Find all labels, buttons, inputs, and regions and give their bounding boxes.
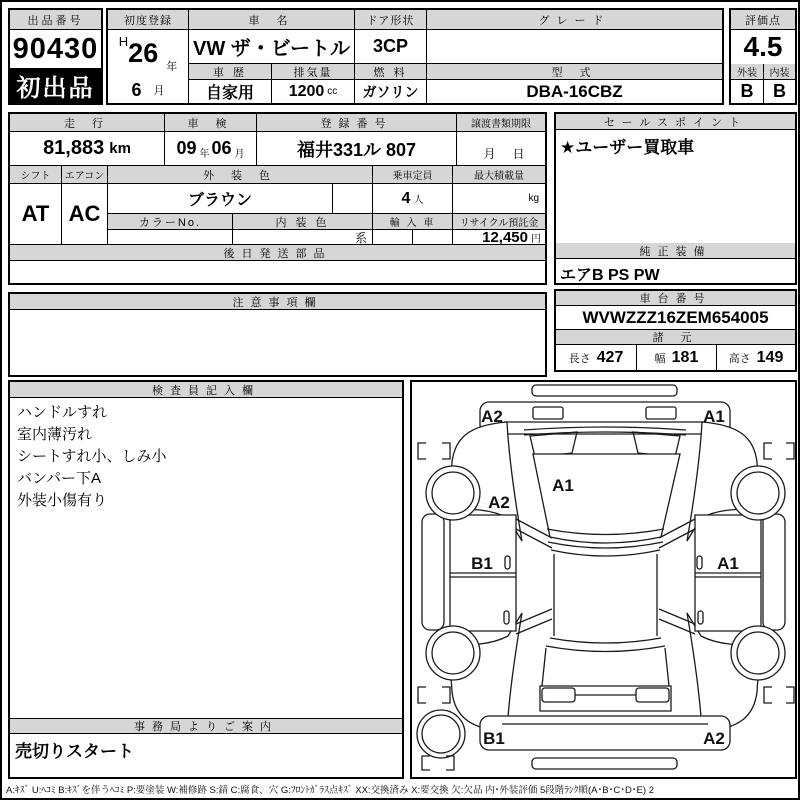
specs-label: 諸 元 [556,330,795,345]
inspector-box [8,380,404,779]
headlight-right [633,432,680,457]
int-color-label: 内 装 色 [232,214,372,230]
first-reg-month-value: 6 [131,79,142,100]
chassis-value: WVWZZZ16ZEM654005 [556,306,795,330]
imported-cell-1 [372,230,412,245]
score-box [729,8,797,105]
max-load-unit: kg [528,193,539,204]
capacity-label: 乗車定員 [372,166,452,184]
inspector-note-line: ハンドルすれ [17,404,108,421]
rocker-left [422,514,444,630]
spec-height [716,345,795,370]
mileage-value [10,132,164,166]
office-value: 売切りスタート [15,742,134,761]
mark-rear-bumper-left: B1 [483,729,505,748]
max-load-label: 最大積載量 [452,166,545,184]
inspector-note-line: バンパー下A [17,470,101,487]
later-parts-value [10,261,545,283]
spare-tire [417,710,465,758]
auction-number-value: 90430 [12,32,99,65]
displacement-label: 排気量 [271,64,354,80]
auction-number-label: 出品番号 [10,10,101,30]
fuel-label: 燃 料 [354,64,426,80]
rear-bumper [480,716,730,750]
bracket-lower-right [764,687,794,703]
int-color-value [232,230,372,245]
trunk-panel [540,686,671,711]
displacement-number: 1200 [288,82,325,100]
capacity-unit: 人 [413,195,424,206]
recycle-fee-unit: 円 [531,233,541,245]
spec-width-label: 幅 [654,352,666,365]
color-no-value [107,230,232,245]
spec-length-value: 427 [596,348,624,366]
spec-length [556,345,636,370]
auction-number-box [8,8,103,105]
mark-left-fender: A2 [488,493,510,512]
ext-color-label: 外 装 色 [107,166,372,184]
first-reg-year-unit: 年 [166,61,178,73]
inspector-note-line: 室内薄汚れ [17,426,93,443]
recycle-fee-label: リサイクル預託金 [452,214,545,230]
mark-rear-bumper-right: A2 [703,729,725,748]
first-listing-badge: 初出品 [10,68,101,103]
sales-point-value: ★ユーザー買取車 [560,138,695,157]
vehicle-header-box [106,8,724,105]
bracket-upper-left [418,443,450,459]
inspection-month-unit: 月 [234,149,245,160]
rear-window-sides [542,648,669,686]
interior-label: 内装 [763,64,795,80]
ext-color-value: ブラウン [107,184,332,214]
spec-height-label: 高さ [728,352,751,365]
grade-label: グレード [426,10,722,30]
first-reg-month [108,77,188,103]
rear-window-top [550,638,661,643]
mileage-section-box [8,112,547,285]
doors-value: 3CP [354,30,426,64]
imported-label: 輸 入 車 [372,214,452,230]
mark-hood: A1 [552,476,574,495]
mark-front-bumper-right: A1 [703,407,725,426]
mark-right-door: A1 [717,554,739,573]
headlight-left [530,432,577,457]
inspection-year-unit: 年 [199,149,210,160]
inspector-label: 検査員記入欄 [10,382,402,398]
first-reg-month-unit: 月 [153,85,165,97]
bracket-lower-left [418,687,450,703]
model-value: DBA-16CBZ [426,80,722,103]
score-value: 4.5 [743,31,783,62]
history-label: 車 歴 [188,64,271,80]
mark-front-bumper-left: A2 [481,407,503,426]
shift-value: AT [10,184,61,245]
doors-label: ドア形状 [354,10,426,30]
model-label: 型 式 [426,64,722,80]
fuel-value: ガソリン [354,80,426,103]
bracket-upper-right [764,443,794,459]
car-top-view-diagram [412,382,795,777]
mileage-unit: km [109,140,131,157]
transfer-deadline-label: 譲渡書類期限 [456,114,545,132]
int-color-suffix: 系 [354,230,367,245]
interior-grade: B [763,80,795,103]
transfer-deadline-value [456,132,545,166]
inspection-value [164,132,256,166]
first-reg-label: 初度登録 [108,10,188,30]
ext-color-sub-cell [332,184,372,214]
displacement-value [271,80,354,103]
legend-text: A:ｷｽﾞ U:ﾍｺﾐ B:ｷｽﾞを伴うﾍｺﾐ P:要塗装 W:補修跡 S:錆 C:腐食、穴 G:ﾌﾛﾝﾄｶﾞﾗｽ点ｷｽﾞ XX:交換済み X:要交換 欠:欠品 内･外装評価 5段階ﾗﾝｸ順(A･B･C･D･E) 2 [6,785,654,796]
mileage-number: 81,883 [43,137,105,159]
inspection-label: 車 検 [164,114,256,132]
car-name-label: 車 名 [188,10,354,30]
inspection-year: 09 [176,138,197,158]
history-value: 自家用 [188,80,271,103]
grade-value [426,30,722,64]
registration-value: 福井331ル 807 [256,132,456,166]
registration-label: 登録番号 [256,114,456,132]
color-no-label: カラーNo. [107,214,232,230]
shift-label: シフト [10,166,61,184]
mark-left-door: B1 [471,554,493,573]
mileage-label: 走 行 [10,114,164,132]
exterior-label: 外装 [731,64,763,80]
imported-cell-2 [412,230,452,245]
spec-length-label: 長さ [568,352,591,365]
aircon-label: エアコン [61,166,107,184]
inspection-month: 06 [211,138,232,158]
inspector-note-line: 外装小傷有り [17,492,108,509]
displacement-unit: cc [327,86,338,97]
spec-width [636,345,716,370]
recycle-fee-number: 12,450 [482,230,528,245]
capacity-value [372,184,452,214]
later-parts-label: 後日発送部品 [10,245,545,261]
chassis-box [554,289,797,372]
rocker-right [763,514,785,630]
front-molding [532,385,677,396]
first-reg-year-value: 26 [128,38,159,68]
sales-point-box [554,112,797,285]
front-bumper [480,402,730,434]
caution-box [8,292,547,377]
spec-height-value: 149 [756,348,784,366]
score-label: 評価点 [731,10,795,30]
capacity-number: 4 [401,189,411,207]
equipment-label: 純正装備 [556,243,795,259]
inspector-note-line: シートすれ小、しみ小 [17,448,167,465]
damage-diagram-box [410,380,797,779]
sales-point-label: セールスポイント [556,114,795,130]
max-load-value [452,184,545,214]
car-name-value: VW ザ・ビートル [188,30,354,64]
spec-width-value: 181 [671,348,699,366]
windshield-bottom [551,550,660,556]
rear-window-bottom [546,646,665,652]
equipment-value: エアB PS PW [560,267,660,283]
recycle-fee-value [452,230,545,245]
caution-value [10,310,545,375]
aircon-value: AC [61,184,107,245]
chassis-label: 車台番号 [556,291,795,306]
transfer-month-label: 月 [483,147,496,161]
inspector-notes [10,398,402,718]
office-label: 事務局よりご案内 [10,718,402,734]
first-reg-era: H [118,34,129,49]
caution-label: 注意事項欄 [10,294,545,310]
transfer-day-label: 日 [512,147,525,161]
rear-molding [532,758,677,769]
exterior-grade: B [740,81,754,101]
first-reg-year [108,30,188,77]
